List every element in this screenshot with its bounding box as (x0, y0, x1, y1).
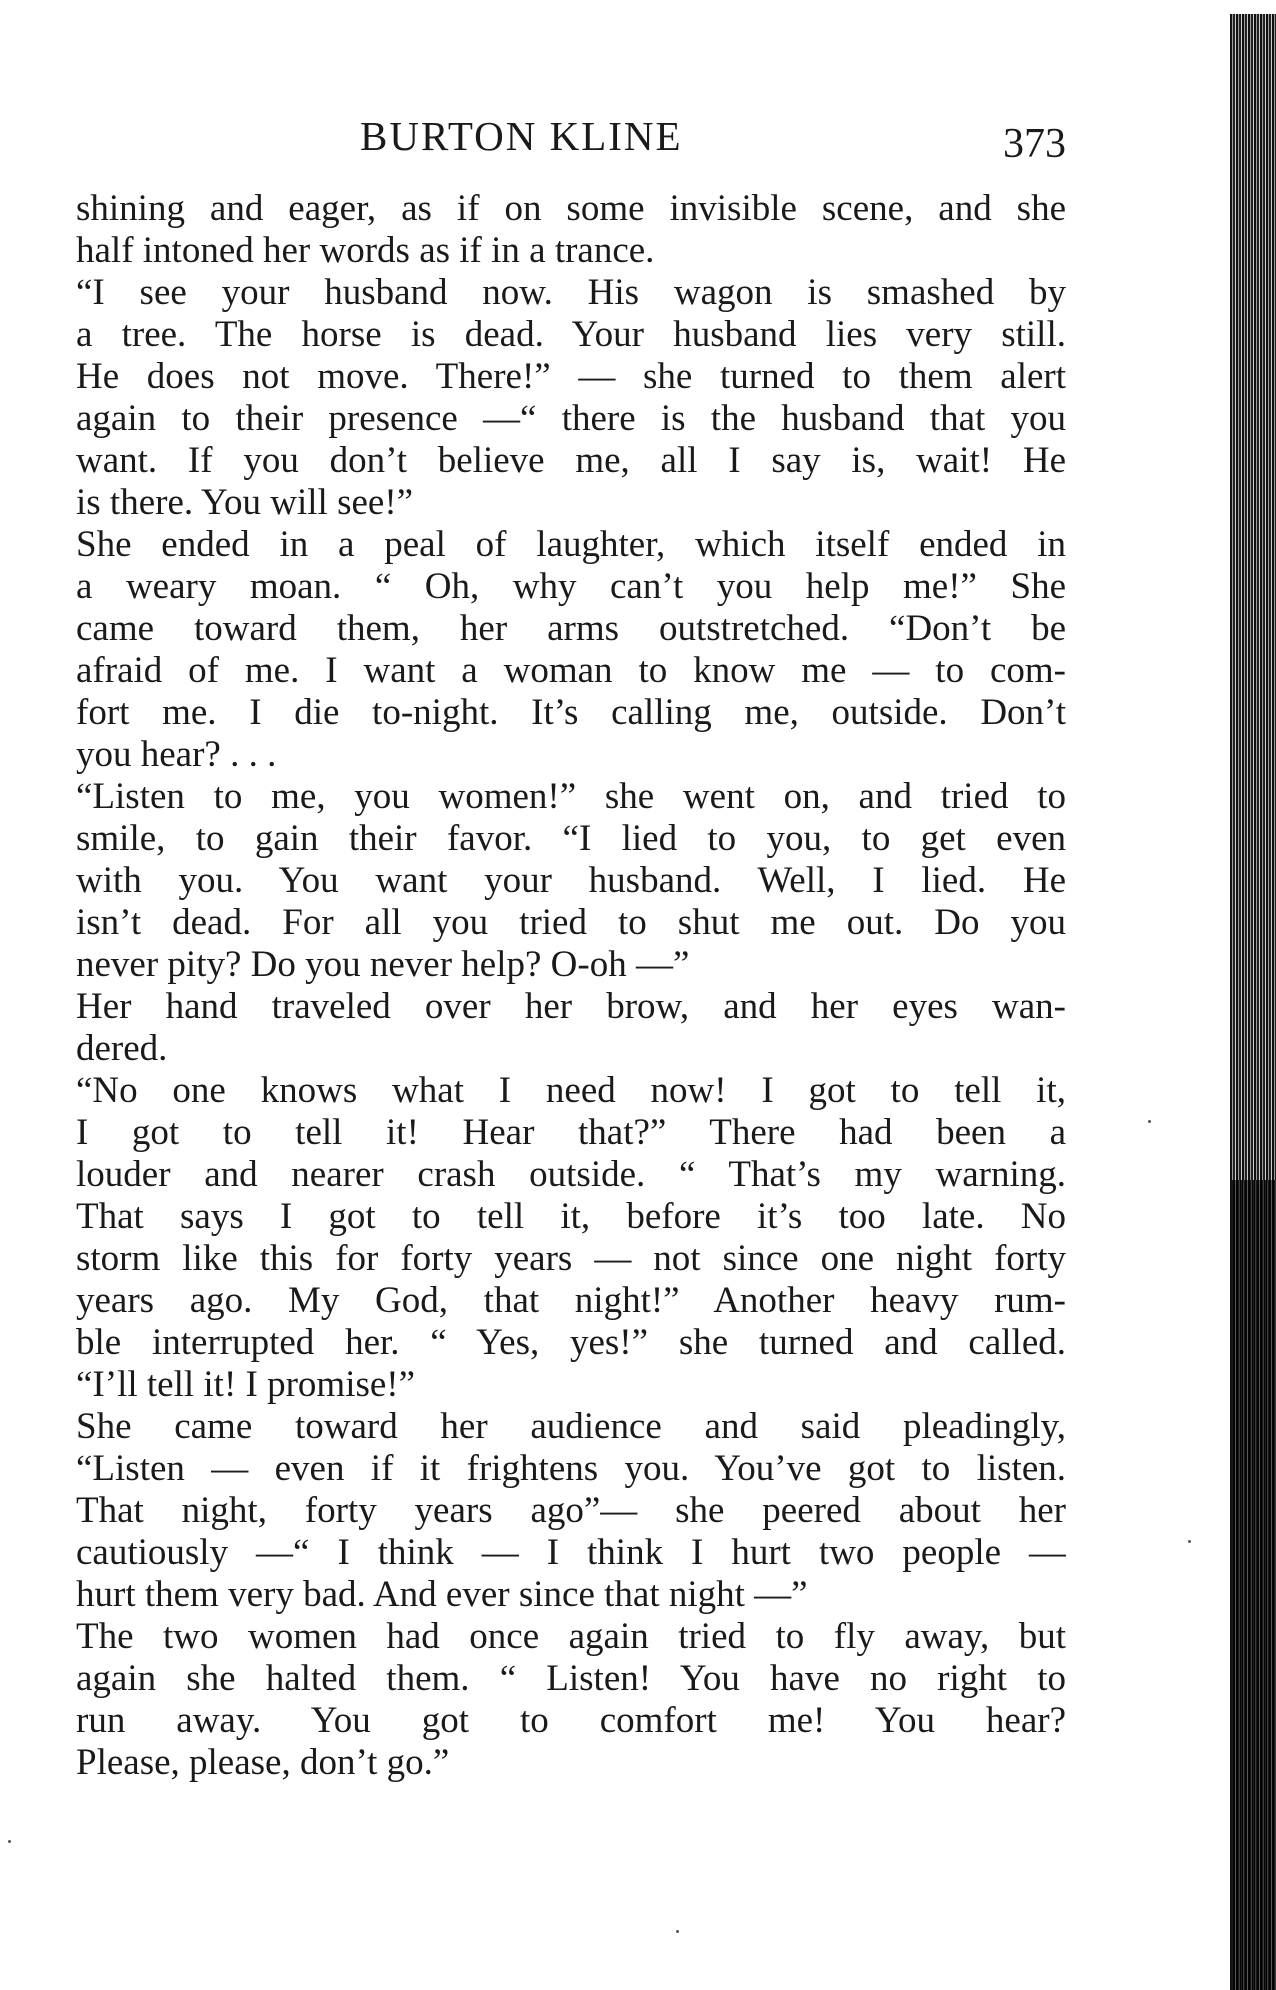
page-number: 373 (1003, 121, 1066, 167)
body-text (76, 188, 1066, 1784)
text-line: She ended in a peal of laughter, which itself ended in (76, 524, 1066, 565)
page-binding-shadow (1232, 1180, 1276, 1990)
running-title: BURTON KLINE (360, 113, 683, 159)
text-line: a tree. The horse is dead. Your husband lies very still. (76, 314, 1066, 355)
text-line: cautiously —“ I think — I think I hurt two people — (76, 1532, 1066, 1573)
text-line: “Listen to me, you women!” she went on, and tried to (76, 776, 1066, 817)
text-line: never pity? Do you never help? O-oh —” (76, 944, 690, 985)
text-line: came toward them, her arms outstretched. “Don’t be (76, 608, 1066, 649)
text-line: isn’t dead. For all you tried to shut me out. Do you (76, 902, 1066, 943)
text-line: is there. You will see!” (76, 482, 414, 523)
text-line: a weary moan. “ Oh, why can’t you help me!” She (76, 566, 1066, 607)
running-head (76, 108, 1066, 168)
text-line: That says I got to tell it, before it’s too late. No (76, 1196, 1066, 1237)
text-line: you hear? . . . (76, 734, 277, 775)
text-line: The two women had once again tried to fly away, but (76, 1616, 1066, 1657)
text-line: again to their presence —“ there is the husband that you (76, 398, 1066, 439)
text-line: dered. (76, 1028, 168, 1069)
text-line: afraid of me. I want a woman to know me — to com- (76, 650, 1066, 691)
text-line: with you. You want your husband. Well, I lied. He (76, 860, 1066, 901)
text-line: louder and nearer crash outside. “ That’s my warning. (76, 1154, 1066, 1195)
text-line: fort me. I die to-night. It’s calling me, outside. Don’t (76, 692, 1066, 733)
paper-speck (8, 1840, 11, 1843)
text-line: want. If you don’t believe me, all I say is, wait! He (76, 440, 1066, 481)
text-line: He does not move. There!” — she turned to them alert (76, 356, 1066, 397)
text-line: Please, please, don’t go.” (76, 1742, 450, 1783)
text-line: storm like this for forty years — not since one night forty (76, 1238, 1066, 1279)
text-line: years ago. My God, that night!” Another heavy rum- (76, 1280, 1066, 1321)
paper-speck (1148, 1120, 1151, 1123)
text-line: Her hand traveled over her brow, and her eyes wan- (76, 986, 1066, 1027)
text-line: smile, to gain their favor. “I lied to you, to get even (76, 818, 1066, 859)
text-line: I got to tell it! Hear that?” There had been a (76, 1112, 1066, 1153)
text-line: half intoned her words as if in a trance. (76, 230, 655, 271)
text-line: ble interrupted her. “ Yes, yes!” she turned and called. (76, 1322, 1066, 1363)
text-line: That night, forty years ago”— she peered about her (76, 1490, 1066, 1531)
text-line: shining and eager, as if on some invisible scene, and she (76, 188, 1066, 229)
text-line: “Listen — even if it frightens you. You’ve got to listen. (76, 1448, 1066, 1489)
text-line: “I’ll tell it! I promise!” (76, 1364, 416, 1405)
text-line: run away. You got to comfort me! You hear? (76, 1700, 1066, 1741)
paper-speck (676, 1930, 679, 1933)
text-line: again she halted them. “ Listen! You have no right to (76, 1658, 1066, 1699)
text-line: hurt them very bad. And ever since that night —” (76, 1574, 808, 1615)
text-line: “No one knows what I need now! I got to tell it, (76, 1070, 1066, 1111)
text-line: She came toward her audience and said pleadingly, (76, 1406, 1066, 1447)
text-line: “I see your husband now. His wagon is smashed by (76, 272, 1066, 313)
paper-speck (1188, 1540, 1191, 1543)
